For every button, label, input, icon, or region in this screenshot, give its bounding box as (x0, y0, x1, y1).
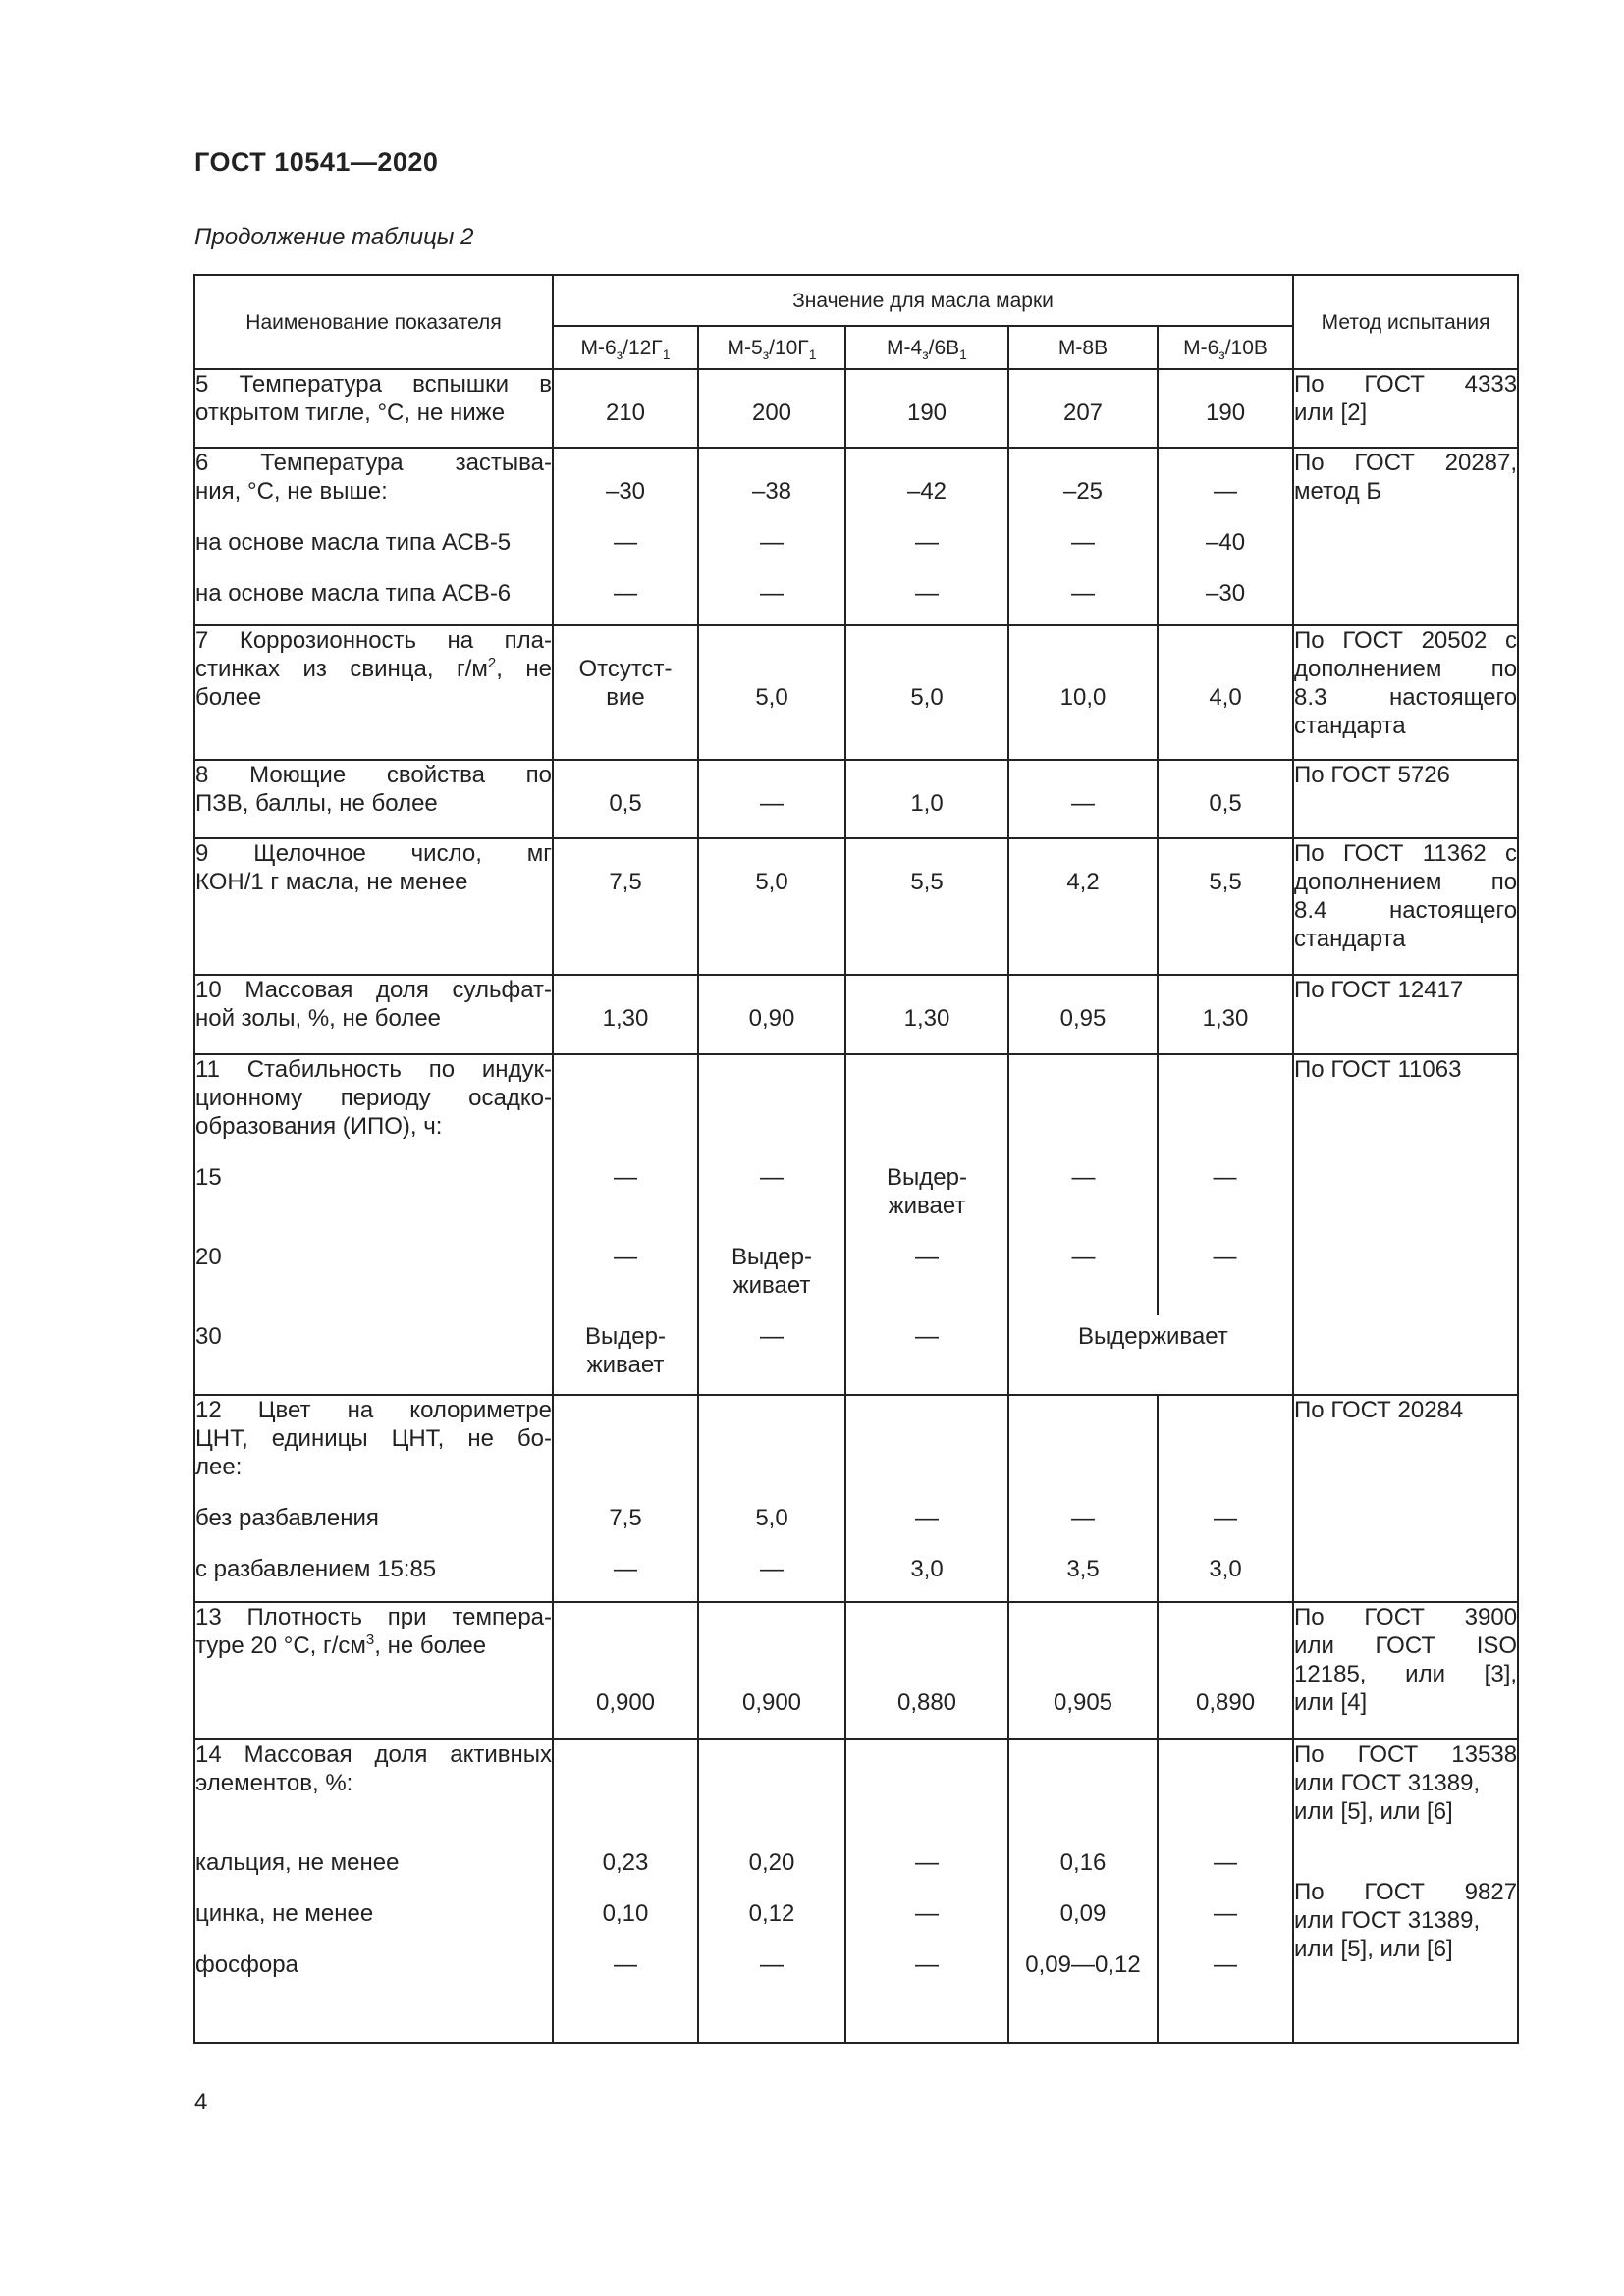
page-number: 4 (194, 2089, 208, 2115)
value-cell: 10,0 (1008, 625, 1158, 760)
indicator-name: 10 Массовая доля сульфат- ной золы, %, не более (194, 975, 553, 1054)
partial-divider (1157, 1055, 1159, 1315)
value-cell: — — Выдерживает (1008, 1054, 1158, 1395)
value-cell: 5,0 (698, 625, 845, 760)
indicator-name: 7 Коррозионность на пла- стинках из свинца, $г/м^2$, не более (194, 625, 553, 760)
value-cell: 5,5 (1158, 838, 1293, 975)
table-row (194, 975, 1518, 1054)
value-cell: 1,30 (1158, 975, 1293, 1054)
test-method: По ГОСТ 13538 или ГОСТ 31389, или [5], или [6] По ГОСТ 9827 или ГОСТ 31389, или [5], или [6] (1293, 1739, 1518, 2043)
value-cell: — — (1158, 1054, 1293, 1395)
value-cell: 5,0 (845, 625, 1008, 760)
table-row (194, 1054, 1518, 1395)
value-cell: — –40 –30 (1158, 448, 1293, 625)
table-row (194, 1602, 1518, 1739)
value-cell: 200 (698, 369, 845, 448)
value-cell: 190 (1158, 369, 1293, 448)
indicator-name: 14 Массовая доля активных элементов, %: кальция, не менее цинка, не менее фосфора (194, 1739, 553, 2043)
table-row (194, 838, 1518, 975)
header-mark-4: М-8В (1008, 326, 1158, 369)
test-method: По ГОСТ 11362 с дополнением по 8.4 настоящего стандарта (1293, 838, 1518, 975)
value-cell: 4,2 (1008, 838, 1158, 975)
value-cell: 0,20 0,12 — (698, 1739, 845, 2043)
value-cell: 210 (553, 369, 698, 448)
value-cell: Отсутст- вие (553, 625, 698, 760)
test-method: По ГОСТ 3900 или ГОСТ ISO 12185, или [3], или [4] (1293, 1602, 1518, 1739)
header-oil-values: Значение для масла марки (553, 275, 1293, 326)
value-cell: –42 — — (845, 448, 1008, 625)
value-cell: 7,5 — (553, 1395, 698, 1602)
indicator-name: 6 Температура застыва- ния, °С, не выше: на основе масла типа АСВ-5 на основе масла типа АСВ-6 (194, 448, 553, 625)
indicator-name: 12 Цвет на колориметре ЦНТ, единицы ЦНТ, не бо- лее: без разбавления с разбавлением 15:85 (194, 1395, 553, 1602)
value-cell: 207 (1008, 369, 1158, 448)
header-test-method: Метод испытания (1293, 275, 1518, 369)
value-cell: — (698, 760, 845, 838)
value-cell: — — — (845, 1739, 1008, 2043)
value-cell: 0,5 (553, 760, 698, 838)
value-cell: 5,5 (845, 838, 1008, 975)
value-cell: 5,0 — (698, 1395, 845, 1602)
header-mark-1: $М-6_з/12Г_1$ (553, 326, 698, 369)
test-method: По ГОСТ 20287, метод Б (1293, 448, 1518, 625)
indicator-name: 8 Моющие свойства по ПЗВ, баллы, не более (194, 760, 553, 838)
value-cell: 1,0 (845, 760, 1008, 838)
value-cell: 0,5 (1158, 760, 1293, 838)
indicator-name: 9 Щелочное число, мг КОН/1 г масла, не менее (194, 838, 553, 975)
table-row (194, 1395, 1518, 1602)
table-row (194, 448, 1518, 625)
value-cell: 190 (845, 369, 1008, 448)
indicator-name: 13 Плотность при темпера- туре 20 °С, $г/см^3$, не более (194, 1602, 553, 1739)
value-cell: — 3,0 (845, 1395, 1008, 1602)
value-cell: Выдер- живает — — (845, 1054, 1008, 1395)
properties-table (193, 274, 1519, 2044)
table-row (194, 1739, 1518, 2043)
table-continuation-caption: Продолжение таблицы 2 (194, 224, 474, 250)
table-row (194, 369, 1518, 448)
value-cell: 5,0 (698, 838, 845, 975)
test-method: По ГОСТ 4333 или [2] (1293, 369, 1518, 448)
value-cell: 1,30 (845, 975, 1008, 1054)
header-mark-2: $М-5_з/10Г_1$ (698, 326, 845, 369)
value-cell: 0,23 0,10 — (553, 1739, 698, 2043)
value-cell: — Выдер- живает — (698, 1054, 845, 1395)
value-cell: 0,890 (1158, 1602, 1293, 1739)
test-method: По ГОСТ 5726 (1293, 760, 1518, 838)
value-cell: — — Выдер- живает (553, 1054, 698, 1395)
value-cell: 4,0 (1158, 625, 1293, 760)
header-indicator-name: Наименование показателя (194, 275, 553, 369)
table-row (194, 760, 1518, 838)
value-cell: 0,905 (1008, 1602, 1158, 1739)
value-cell: –30 — — (553, 448, 698, 625)
value-cell: –38 — — (698, 448, 845, 625)
value-cell: — — — (1158, 1739, 1293, 2043)
header-mark-5: $М-6_з/10В$ (1158, 326, 1293, 369)
merged-value: Выдерживает (1078, 1323, 1228, 1350)
value-cell: 0,90 (698, 975, 845, 1054)
indicator-name: 11 Стабильность по индук- ционному периоду осадко- образования (ИПО), ч: 15 20 30 (194, 1054, 553, 1395)
value-cell: 0,95 (1008, 975, 1158, 1054)
document-id: ГОСТ 10541—2020 (194, 147, 439, 177)
table-row (194, 625, 1518, 760)
value-cell: — 3,0 (1158, 1395, 1293, 1602)
value-cell: 1,30 (553, 975, 698, 1054)
test-method: По ГОСТ 20502 с дополнением по 8.3 настоящего стандарта (1293, 625, 1518, 760)
value-cell: 0,16 0,09 0,09—0,12 (1008, 1739, 1158, 2043)
test-method: По ГОСТ 12417 (1293, 975, 1518, 1054)
test-method: По ГОСТ 11063 (1293, 1054, 1518, 1395)
value-cell: 7,5 (553, 838, 698, 975)
value-cell: — (1008, 760, 1158, 838)
value-cell: 0,880 (845, 1602, 1008, 1739)
value-cell: — 3,5 (1008, 1395, 1158, 1602)
test-method: По ГОСТ 20284 (1293, 1395, 1518, 1602)
header-mark-3: $М-4_з/6В_1$ (845, 326, 1008, 369)
value-cell: 0,900 (698, 1602, 845, 1739)
value-cell: –25 — — (1008, 448, 1158, 625)
value-cell: 0,900 (553, 1602, 698, 1739)
indicator-name: 5 Температура вспышки в открытом тигле, °С, не ниже (194, 369, 553, 448)
